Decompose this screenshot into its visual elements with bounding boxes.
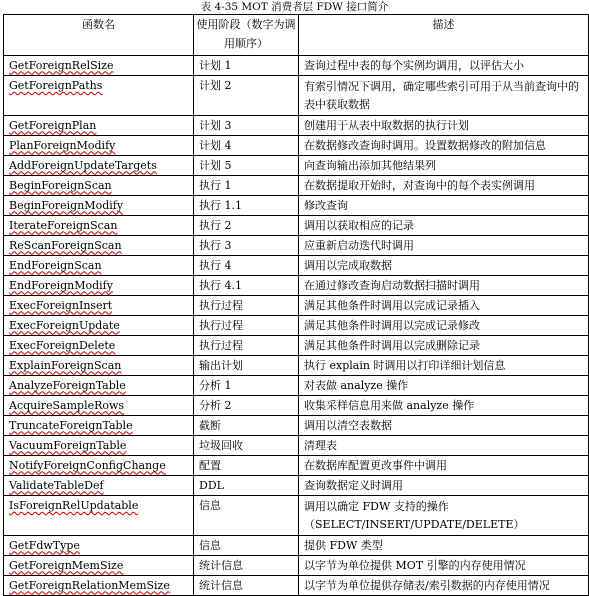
description-cell: 在通过修改查询启动数据扫描时调用 [299, 276, 589, 296]
stage-cell: 计划 1 [194, 56, 299, 76]
function-name: ReScanForeignScan [9, 238, 122, 252]
table-row [4, 556, 589, 576]
function-name: ExplainForeignScan [9, 358, 122, 372]
description-cell: 调用以确定 FDW 支持的操作（SELECT/INSERT/UPDATE/DELETE） [299, 496, 589, 536]
table-row [4, 416, 589, 436]
table-row [4, 56, 589, 76]
table-row [4, 196, 589, 216]
stage-cell: 执行 4 [194, 256, 299, 276]
description-cell: 调用以获取相应的记录 [299, 216, 589, 236]
table-row [4, 376, 589, 396]
stage-cell: 执行过程 [194, 296, 299, 316]
function-name-cell [4, 456, 194, 476]
description-cell: 在数据提取开始时，对查询中的每个表实例调用 [299, 176, 589, 196]
function-name-cell [4, 296, 194, 316]
stage-cell: 垃圾回收 [194, 436, 299, 456]
table-row [4, 116, 589, 136]
table-row [4, 496, 589, 536]
table-header-row [4, 15, 589, 56]
stage-cell: 统计信息 [194, 556, 299, 576]
description-cell: 提供 FDW 类型 [299, 536, 589, 556]
function-name: GetForeignPlan [9, 118, 97, 132]
function-name: GetForeignRelationMemSize [9, 578, 170, 592]
table-row [4, 236, 589, 256]
function-name: AnalyzeForeignTable [9, 378, 126, 392]
function-name: GetForeignMemSize [9, 558, 124, 572]
table-row [4, 356, 589, 376]
function-name-cell [4, 216, 194, 236]
description-cell: 清理表 [299, 436, 589, 456]
function-name-cell [4, 396, 194, 416]
table-row [4, 216, 589, 236]
function-name-cell [4, 416, 194, 436]
table-row [4, 176, 589, 196]
function-name-cell [4, 156, 194, 176]
function-name: ValidateTableDef [9, 478, 104, 492]
stage-cell: 分析 2 [194, 396, 299, 416]
table-row [4, 316, 589, 336]
function-name-cell [4, 236, 194, 256]
table-row [4, 156, 589, 176]
stage-cell: 输出计划 [194, 356, 299, 376]
fdw-interface-table [3, 14, 589, 596]
function-name: EndForeignScan [9, 258, 102, 272]
function-name-cell [4, 76, 194, 116]
function-name-cell [4, 436, 194, 456]
table-row [4, 296, 589, 316]
function-name-cell [4, 376, 194, 396]
function-name-cell [4, 316, 194, 336]
table-row [4, 396, 589, 416]
function-name-cell [4, 116, 194, 136]
function-name-cell [4, 256, 194, 276]
function-name: AcquireSampleRows [9, 398, 125, 412]
description-cell: 收集采样信息用来做 analyze 操作 [299, 396, 589, 416]
function-name: PlanForeignModify [9, 138, 116, 152]
function-name: NotifyForeignConfigChange [9, 458, 166, 472]
function-name: BeginForeignModify [9, 198, 124, 212]
function-name: GetForeignRelSize [9, 58, 114, 72]
function-name: AddForeignUpdateTargets [9, 158, 157, 172]
stage-cell: 信息 [194, 536, 299, 556]
table-row [4, 456, 589, 476]
function-name-cell [4, 536, 194, 556]
table-row [4, 136, 589, 156]
description-cell: 调用以完成取数据 [299, 256, 589, 276]
header-description: 描述 [299, 15, 589, 56]
description-cell: 执行 explain 时调用以打印详细计划信息 [299, 356, 589, 376]
table-row [4, 76, 589, 116]
function-name-cell [4, 136, 194, 156]
stage-cell: 执行 1 [194, 176, 299, 196]
stage-cell: 计划 2 [194, 76, 299, 116]
description-cell: 满足其他条件时调用以完成记录修改 [299, 316, 589, 336]
table-caption: 表 4-35 MOT 消费者层 FDW 接口简介 [200, 1, 389, 13]
stage-cell: DDL [194, 476, 299, 496]
function-name: EndForeignModify [9, 278, 113, 292]
function-name-cell [4, 276, 194, 296]
function-name: ExecForeignDelete [9, 338, 116, 352]
description-cell: 满足其他条件时调用以完成删除记录 [299, 336, 589, 356]
function-name-cell [4, 476, 194, 496]
description-cell: 向查询输出添加其他结果列 [299, 156, 589, 176]
function-name-cell [4, 176, 194, 196]
stage-cell: 执行过程 [194, 336, 299, 356]
stage-cell: 执行 3 [194, 236, 299, 256]
function-name: VacuumForeignTable [9, 438, 127, 452]
stage-cell: 分析 1 [194, 376, 299, 396]
description-cell: 满足其他条件时调用以完成记录插入 [299, 296, 589, 316]
stage-cell: 计划 3 [194, 116, 299, 136]
function-name-cell [4, 356, 194, 376]
function-name-cell [4, 56, 194, 76]
function-name-cell [4, 496, 194, 536]
stage-cell: 执行 1.1 [194, 196, 299, 216]
header-stage: 使用阶段（数字为调用顺序） [194, 15, 299, 56]
description-cell: 有索引情况下调用，确定哪些索引可用于从当前查询中的表中获取数据 [299, 76, 589, 116]
table-row [4, 276, 589, 296]
stage-cell: 配置 [194, 456, 299, 476]
function-name: BeginForeignScan [9, 178, 112, 192]
table-row [4, 536, 589, 556]
function-name: GetForeignPaths [9, 79, 103, 92]
stage-cell: 计划 4 [194, 136, 299, 156]
header-function-name: 函数名 [4, 15, 194, 56]
description-cell: 修改查询 [299, 196, 589, 216]
table-row [4, 256, 589, 276]
function-name: ExecForeignInsert [9, 298, 113, 312]
table-body [4, 56, 589, 596]
description-cell: 调用以清空表数据 [299, 416, 589, 436]
stage-cell: 信息 [194, 496, 299, 536]
description-cell: 创建用于从表中取数据的执行计划 [299, 116, 589, 136]
description-cell: 查询数据定义时调用 [299, 476, 589, 496]
function-name: ExecForeignUpdate [9, 318, 120, 332]
table-row [4, 476, 589, 496]
table-row [4, 336, 589, 356]
function-name: TruncateForeignTable [9, 418, 133, 432]
stage-cell: 执行过程 [194, 316, 299, 336]
stage-cell: 计划 5 [194, 156, 299, 176]
stage-cell: 执行 2 [194, 216, 299, 236]
function-name: GetFdwType [9, 538, 80, 552]
description-cell: 以字节为单位提供 MOT 引擎的内存使用情况 [299, 556, 589, 576]
function-name-cell [4, 556, 194, 576]
description-cell: 对表做 analyze 操作 [299, 376, 589, 396]
stage-cell: 执行 4.1 [194, 276, 299, 296]
table-row [4, 436, 589, 456]
stage-cell: 截断 [194, 416, 299, 436]
function-name-cell [4, 196, 194, 216]
description-cell: 以字节为单位提供存储表/索引数据的内存使用情况 [299, 576, 589, 596]
description-cell: 在数据修改查询时调用。设置数据修改的附加信息 [299, 136, 589, 156]
description-cell: 应重新启动迭代时调用 [299, 236, 589, 256]
function-name-cell [4, 336, 194, 356]
description-cell: 在数据库配置更改事件中调用 [299, 456, 589, 476]
stage-cell: 统计信息 [194, 576, 299, 596]
description-cell: 查询过程中表的每个实例均调用，以评估大小 [299, 56, 589, 76]
function-name: IterateForeignScan [9, 218, 118, 232]
function-name: IsForeignRelUpdatable [9, 499, 139, 512]
